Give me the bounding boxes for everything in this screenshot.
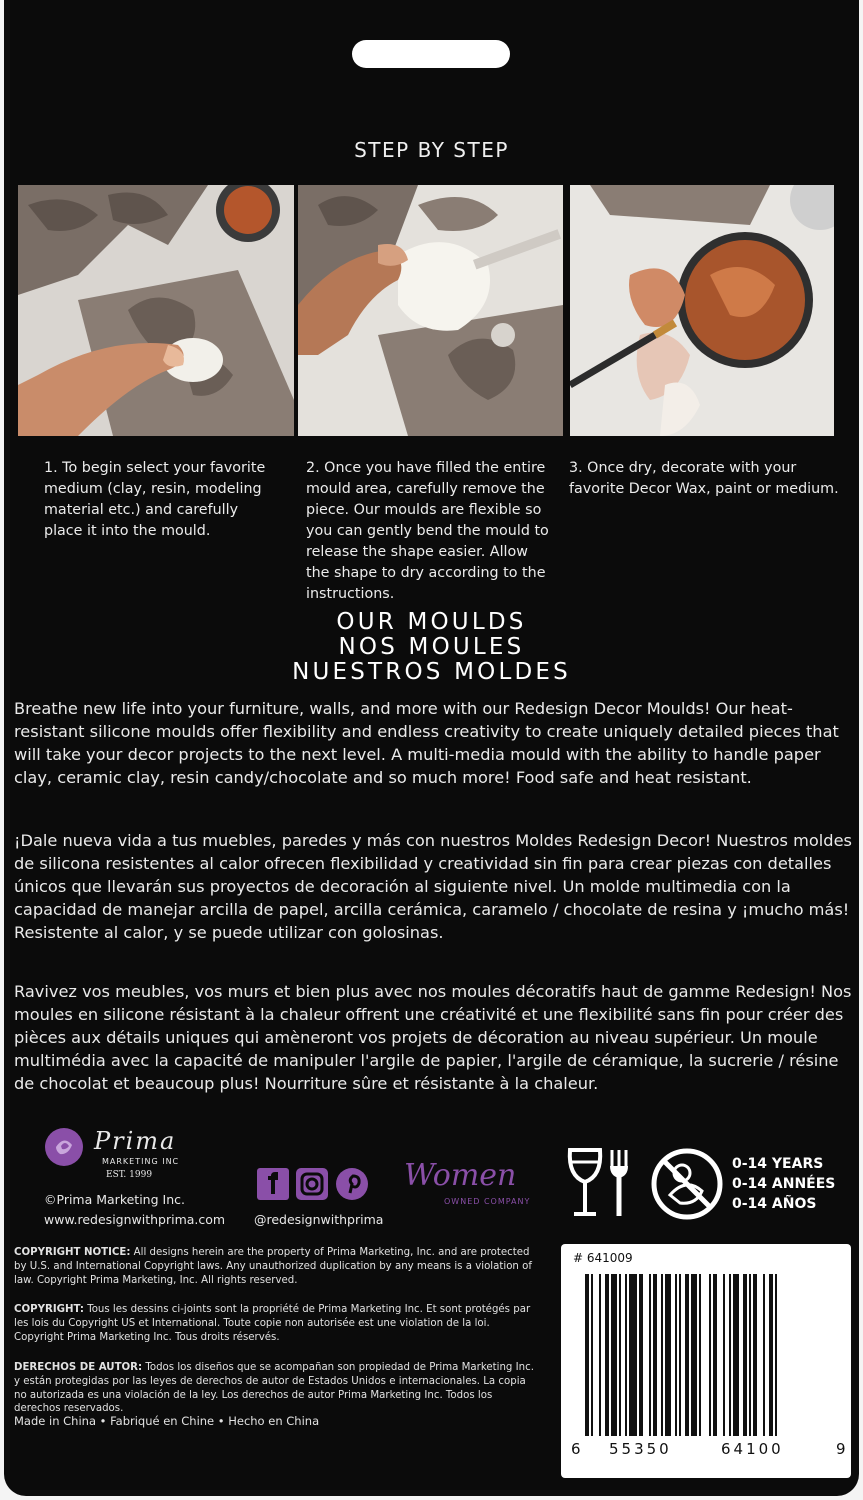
description-en: Breathe new life into your furniture, walls, and more with our Redesign Decor Moulds! Our heat-resistant silicone moulds offer flexibility and endless creativity to create uniquely detailed pieces that will take your decor projects to the next level. A multi-media mould with the ability to handle paper clay, ceramic clay, resin candy/chocolate and so much more! Food safe and heat resistant. xyxy=(14,699,839,787)
age-warning xyxy=(732,1154,835,1214)
barcode-bar xyxy=(679,1274,681,1436)
barcode-bar xyxy=(733,1274,739,1436)
barcode-bar xyxy=(749,1274,751,1436)
barcode-graphic xyxy=(585,1274,835,1456)
age-warning-en: 0-14 YEARS xyxy=(732,1156,824,1172)
step-1-text: 1. To begin select your favorite medium (clay, resin, modeling material etc.) and carefully place it into the mould. xyxy=(44,460,266,539)
step-heading: STEP BY STEP xyxy=(354,138,509,162)
barcode-bar xyxy=(625,1274,627,1436)
copyright-notice-fr xyxy=(14,1303,534,1344)
barcode-bar xyxy=(775,1274,777,1436)
barcode-digits-right: 64100 xyxy=(721,1440,784,1458)
prima-rose-icon xyxy=(44,1127,84,1167)
step-3-text: 3. Once dry, decorate with your favorite Decor Wax, paint or medium. xyxy=(569,460,839,497)
step-2-photo xyxy=(298,185,563,436)
copyright-line: ©Prima Marketing Inc. xyxy=(44,1192,185,1207)
barcode-bar xyxy=(605,1274,609,1436)
women-owned-sub: OWNED COMPANY xyxy=(444,1197,531,1206)
step-2-text: 2. Once you have filled the entire mould area, carefully remove the piece. Our moulds are flexible so you can gently bend the mould to release the shape easier. Allow the shape to dry according to the instructions. xyxy=(306,460,549,602)
barcode-bar xyxy=(709,1274,711,1436)
moulds-heading-es: NUESTROS MOLDES xyxy=(292,659,571,685)
barcode-label xyxy=(561,1244,851,1478)
description-fr: Ravivez vos meubles, vos murs et bien plus avec nos moules décoratifs haut de gamme Redesign! Nos moules en silicone résistant à la chaleur offrent une créativité et une flexibilité sans fin pour créer des pièces aux détails uniques qui amèneront vos projets de décoration au niveau supérieur. Un moule multimédia avec la capacité de manipuler l'argile de papier, l'argile de céramique, la sucrerie / résine de chocolat et beaucoup plus! Nourriture sûre et résistante à la chaleur. xyxy=(14,982,852,1093)
social-handle: @redesignwithprima xyxy=(254,1212,384,1227)
facebook-icon[interactable] xyxy=(257,1168,289,1200)
barcode-bar xyxy=(619,1274,621,1436)
age-warning-fr: 0-14 ANNÉES xyxy=(732,1176,836,1192)
copyright-notice-fr-label: COPYRIGHT: xyxy=(14,1304,84,1315)
step-3-photo xyxy=(570,185,834,436)
women-owned-logo: Women xyxy=(404,1158,517,1193)
prima-logo-sub: MARKETING INC xyxy=(102,1157,180,1166)
barcode-bar xyxy=(599,1274,601,1436)
barcode-bar xyxy=(653,1274,657,1436)
step-1-photo xyxy=(18,185,294,436)
barcode-bar xyxy=(649,1274,651,1436)
barcode-bar xyxy=(729,1274,731,1436)
barcode-bar xyxy=(611,1274,617,1436)
barcode-bar xyxy=(753,1274,757,1436)
website-link[interactable]: www.redesignwithprima.com xyxy=(44,1212,226,1227)
barcode-digits-left: 55350 xyxy=(609,1440,672,1458)
barcode-bar xyxy=(665,1274,671,1436)
copyright-notice-en-text: All designs herein are the property of Prima Marketing, Inc. and are protected by U.S. and International Copyright laws. Any unauthorized duplication by any means is a violation of law. Copyright Prima Marketing, Inc. All rights reserved. xyxy=(14,1247,532,1286)
prima-est: EST. 1999 xyxy=(106,1170,153,1180)
copyright-notice-en-label: COPYRIGHT NOTICE: xyxy=(14,1247,131,1258)
copyright-notice-es-text: Todos los diseños que se acompañan son propiedad de Prima Marketing Inc. y están protegidas por las leyes de derechos de autor de Estados Unidos e internacionales. La copia no autorizada es una violación de la ley. Los derechos de autor Prima Marketing Inc. Todos los derechos reservados. xyxy=(14,1362,534,1415)
barcode-bar xyxy=(769,1274,773,1436)
barcode-bar xyxy=(743,1274,747,1436)
prima-logo-text: Prima xyxy=(94,1127,177,1155)
barcode-bar xyxy=(591,1274,593,1436)
barcode-bar xyxy=(713,1274,717,1436)
barcode-bar xyxy=(661,1274,663,1436)
product-card-back xyxy=(4,0,859,1496)
made-in-line: Made in China • Fabriqué en Chine • Hecho en China xyxy=(14,1414,320,1428)
barcode-digit-last: 9 xyxy=(836,1440,846,1458)
copyright-notice-en xyxy=(14,1246,534,1287)
barcode-bar xyxy=(699,1274,701,1436)
sku-number: # 641009 xyxy=(573,1251,633,1265)
pinterest-icon[interactable] xyxy=(336,1168,368,1200)
instagram-icon[interactable] xyxy=(296,1168,328,1200)
no-children-icon xyxy=(650,1147,724,1221)
barcode-digit-first: 6 xyxy=(571,1440,581,1458)
barcode-bar xyxy=(675,1274,677,1436)
moulds-heading xyxy=(4,610,859,685)
copyright-notice-es-label: DERECHOS DE AUTOR: xyxy=(14,1362,143,1373)
copyright-notice-es xyxy=(14,1361,534,1416)
barcode-bar xyxy=(691,1274,697,1436)
moulds-heading-en: OUR MOULDS xyxy=(336,609,527,635)
description-es: ¡Dale nueva vida a tus muebles, paredes y más con nuestros Moldes Redesign Decor! Nuestros moldes de silicona resistentes al calor ofrecen flexibilidad y creatividad sin fin para crear piezas con detalles únicos que llevarán sus proyectos de decoración al siguiente nivel. Un molde multimedia con la capacidad de manejar arcilla de papel, arcilla cerámica, caramelo / chocolate de resina y ¡mucho más! Resistente al calor, y se puede utilizar con golosinas. xyxy=(14,831,852,942)
barcode-bar xyxy=(685,1274,689,1436)
hang-hole xyxy=(352,40,510,68)
barcode-bar xyxy=(639,1274,643,1436)
barcode-bar xyxy=(585,1274,589,1436)
moulds-heading-fr: NOS MOULES xyxy=(338,634,525,660)
food-safe-icon xyxy=(564,1146,634,1222)
barcode-bar xyxy=(763,1274,765,1436)
age-warning-es: 0-14 AÑOS xyxy=(732,1196,817,1212)
copyright-notice-fr-text: Tous les dessins ci-joints sont la propriété de Prima Marketing Inc. Et sont protégés par les lois du Copyright US et International. Toute copie non autorisée est une violation de la loi. Copyright Prima Marketing Inc. Tous droits réservés. xyxy=(14,1304,531,1343)
barcode-bar xyxy=(723,1274,725,1436)
barcode-bar xyxy=(629,1274,637,1436)
